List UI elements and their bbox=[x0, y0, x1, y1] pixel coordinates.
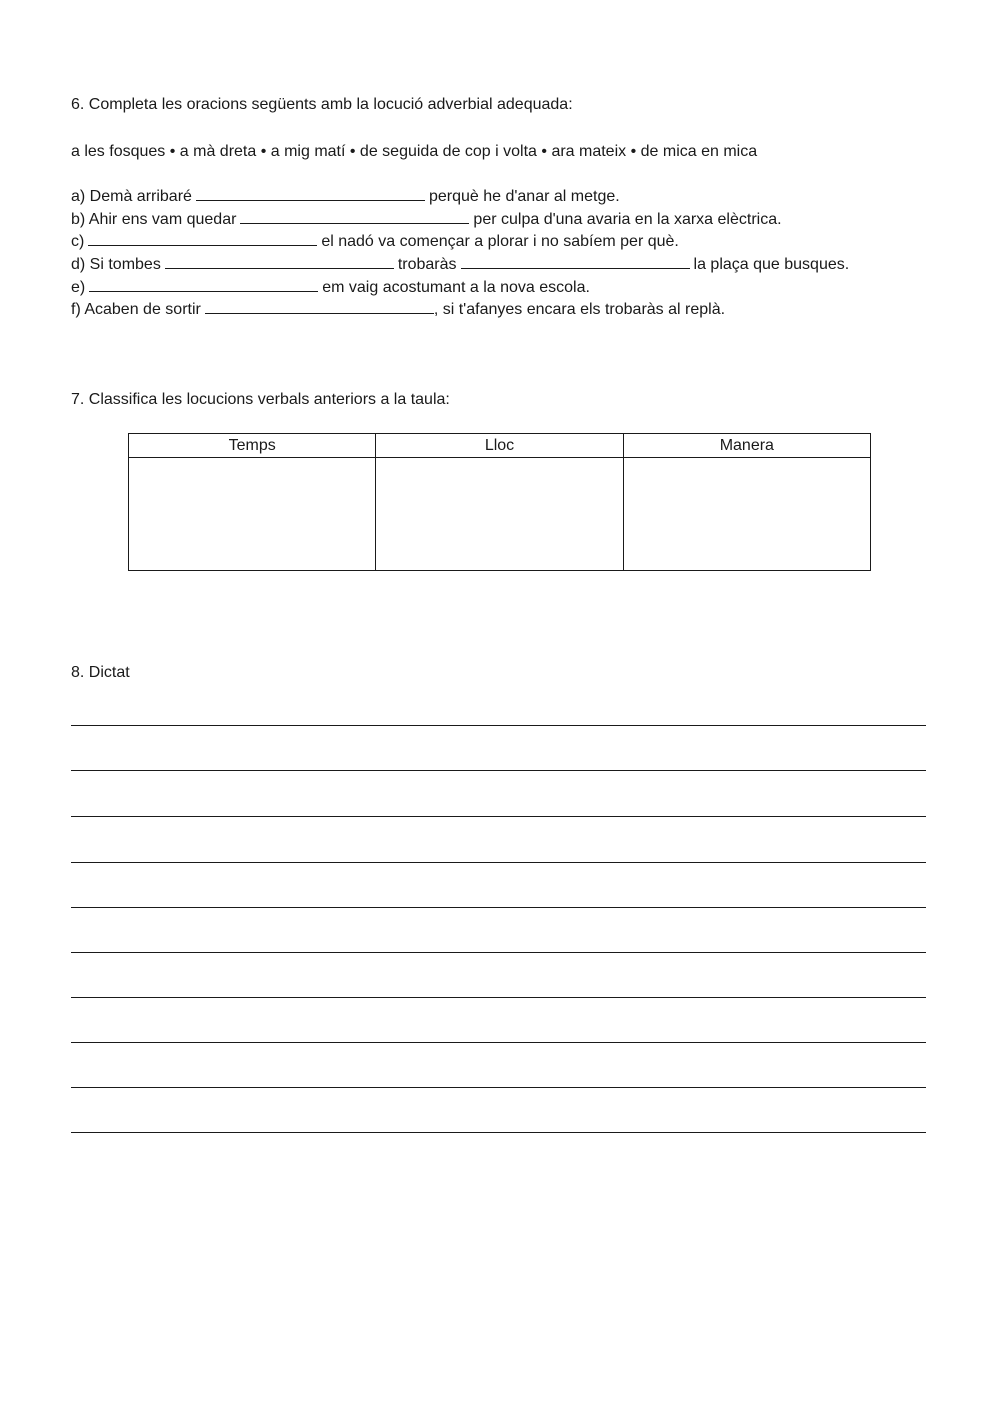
sentence-d-start: d) Si tombes bbox=[71, 256, 161, 273]
column-header-lloc: Lloc bbox=[376, 434, 623, 458]
sentence-d-middle: trobaràs bbox=[397, 256, 457, 273]
blank-d1[interactable] bbox=[165, 254, 394, 269]
sentence-e-end: em vaig acostumant a la nova escola. bbox=[322, 279, 590, 296]
sentence-e-start: e) bbox=[71, 279, 86, 296]
dictation-line[interactable] bbox=[71, 816, 926, 817]
sentence-c bbox=[71, 231, 679, 252]
dictation-line[interactable] bbox=[71, 952, 926, 953]
table-row bbox=[129, 458, 871, 571]
sentence-d bbox=[71, 254, 849, 275]
cell-lloc[interactable] bbox=[376, 458, 623, 571]
dictation-line[interactable] bbox=[71, 1132, 926, 1133]
sentence-c-end: el nadó va començar a plorar i no sabíem per què. bbox=[321, 233, 679, 250]
exercise-6-options: a les fosques • a mà dreta • a mig matí • de seguida de cop i volta • ara mateix • de mica en mica bbox=[71, 143, 758, 160]
column-header-temps: Temps bbox=[129, 434, 376, 458]
dictation-line[interactable] bbox=[71, 997, 926, 998]
dictation-line[interactable] bbox=[71, 1087, 926, 1088]
sentence-a-end: perquè he d'anar al metge. bbox=[428, 188, 620, 205]
sentence-b bbox=[71, 209, 782, 230]
blank-d2[interactable] bbox=[461, 254, 690, 269]
blank-b[interactable] bbox=[240, 209, 469, 224]
sentence-a-start: a) Demà arribaré bbox=[71, 188, 192, 205]
sentence-f-start: f) Acaben de sortir bbox=[71, 301, 201, 318]
dictation-line[interactable] bbox=[71, 1042, 926, 1043]
dictation-line[interactable] bbox=[71, 907, 926, 908]
dictation-line[interactable] bbox=[71, 770, 926, 771]
dictation-line[interactable] bbox=[71, 725, 926, 726]
sentence-e bbox=[71, 277, 590, 298]
exercise-6-title: 6. Completa les oracions següents amb la locució adverbial adequada: bbox=[71, 96, 573, 113]
classification-table bbox=[128, 433, 871, 571]
cell-manera[interactable] bbox=[623, 458, 870, 571]
table-header-row bbox=[129, 434, 871, 458]
sentence-b-end: per culpa d'una avaria en la xarxa elèctrica. bbox=[473, 211, 782, 228]
blank-c[interactable] bbox=[88, 231, 317, 246]
blank-f[interactable] bbox=[205, 299, 434, 314]
sentence-f bbox=[71, 299, 725, 320]
column-header-manera: Manera bbox=[623, 434, 870, 458]
sentence-a bbox=[71, 186, 620, 207]
dictation-line[interactable] bbox=[71, 862, 926, 863]
exercise-8-title: 8. Dictat bbox=[71, 664, 130, 681]
sentence-c-start: c) bbox=[71, 233, 85, 250]
blank-a[interactable] bbox=[196, 186, 425, 201]
exercise-7-title: 7. Classifica les locucions verbals anteriors a la taula: bbox=[71, 391, 450, 408]
sentence-d-end: la plaça que busques. bbox=[693, 256, 850, 273]
blank-e[interactable] bbox=[89, 277, 318, 292]
cell-temps[interactable] bbox=[129, 458, 376, 571]
sentence-b-start: b) Ahir ens vam quedar bbox=[71, 211, 237, 228]
sentence-f-end: , si t'afanyes encara els trobaràs al replà. bbox=[433, 301, 726, 318]
